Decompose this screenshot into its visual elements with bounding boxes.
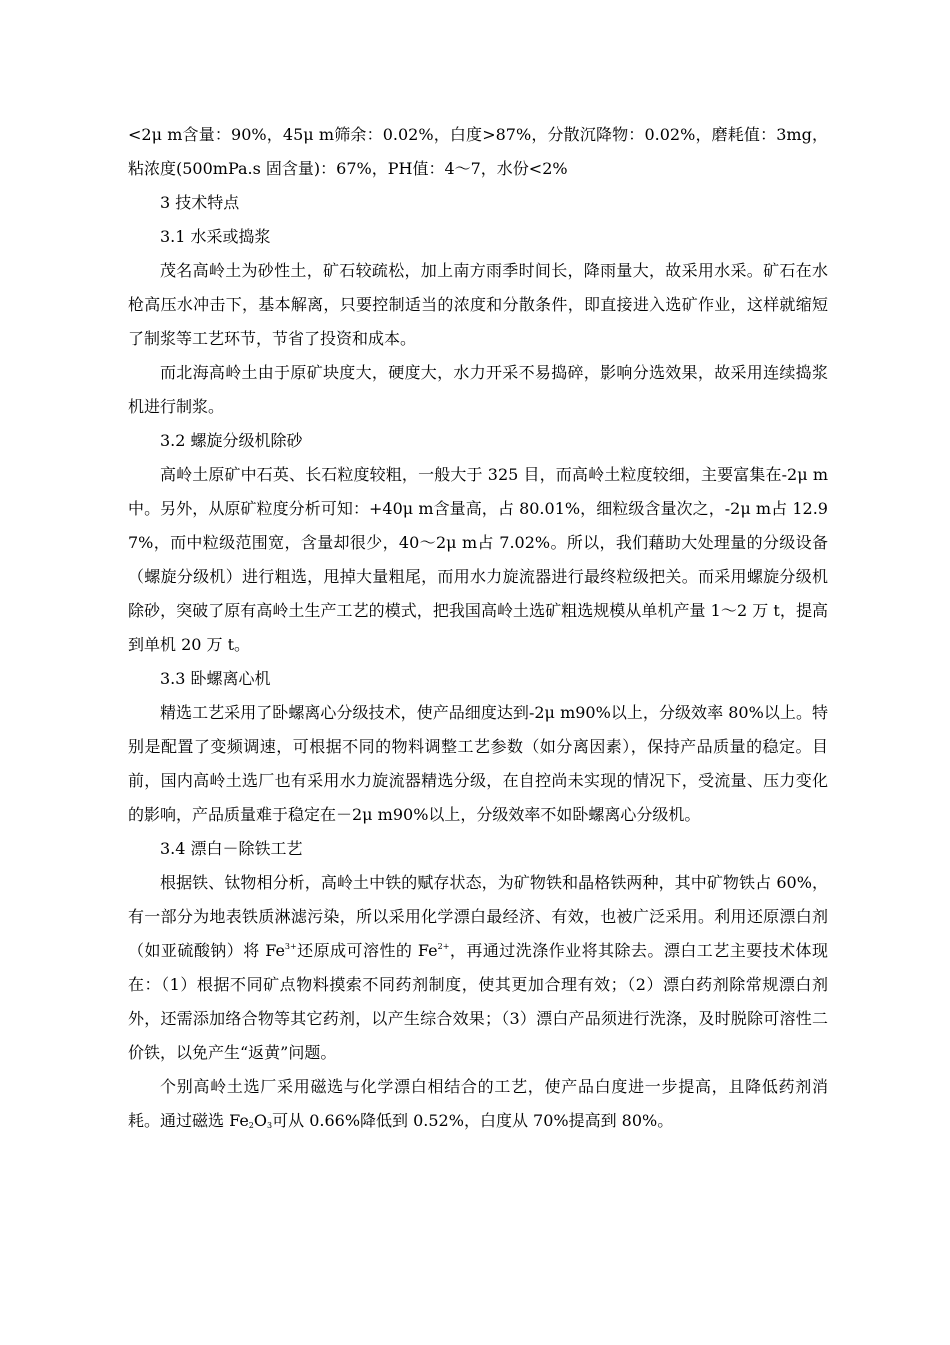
- fe2o3-subscript-3: 3: [267, 1121, 273, 1130]
- fe2o3-subscript-2: 2: [248, 1121, 254, 1130]
- subsection-heading-3-4: 3.4 漂白－除铁工艺: [160, 839, 303, 858]
- bleaching-text-part-2: 还原成可溶性的 Fe: [296, 941, 438, 960]
- magnetic-text-part-3: 可从 0.66%降低到 0.52%，白度从 70%提高到 80%。: [272, 1111, 674, 1130]
- paragraph-magnetic: [128, 1070, 828, 1138]
- paragraph-spiral-classifier: 高岭土原矿中石英、长石粒度较粗，一般大于 325 目，而高岭土粒度较细，主要富集在-2μ m中。另外，从原矿粒度分析可知：+40μ m含量高，占 80.01%，细粒级含量次之，-2μ m占 12.97%，而中粒级范围宽，含量却很少，40～2μ m占 7.02%。所以，我们藉助大处理量的分级设备（螺旋分级机）进行粗选，甩掉大量粗尾，而用水力旋流器进行最终粒级把关。而采用螺旋分级机除砂，突破了原有高岭土生产工艺的模式，把我国高岭土选矿粗选规模从单机产量 1～2 万 t，提高到单机 20 万 t。: [128, 465, 828, 654]
- fe3-superscript: 3+: [284, 942, 297, 951]
- paragraph-bleaching: [128, 866, 828, 1070]
- magnetic-text-part-1: 个别高岭土选厂采用磁选与化学漂白相结合的工艺，使产品白度进一步提高，且降低药剂消耗。通过磁选 Fe: [128, 1077, 828, 1130]
- paragraph-beihai: 而北海高岭土由于原矿块度大，硬度大，水力开采不易捣碎，影响分选效果，故采用连续捣浆机进行制浆。: [128, 363, 828, 416]
- magnetic-text-part-2: O: [253, 1111, 268, 1130]
- fe2-superscript: 2+: [437, 942, 450, 951]
- bleaching-text-part-3: ，再通过洗涤作业将其除去。漂白工艺主要技术体现在：（1）根据不同矿点物料摸索不同药剂制度，使其更加合理有效；（2）漂白药剂除常规漂白剂外，还需添加络合物等其它药剂，以产生综合效果；（3）漂白产品须进行洗涤，及时脱除可溶性二价铁，以免产生“返黄”问题。: [128, 941, 828, 1062]
- subsection-heading-3-1: 3.1 水采或捣浆: [160, 227, 271, 246]
- paragraph-maoming: 茂名高岭土为砂性土，矿石较疏松，加上南方雨季时间长，降雨量大，故采用水采。矿石在水枪高压水冲击下，基本解离，只要控制适当的浓度和分散条件，即直接进入选矿作业，这样就缩短了制浆等工艺环节，节省了投资和成本。: [128, 261, 828, 348]
- bleaching-text-part-1: 根据铁、钛物相分析，高岭土中铁的赋存状态，为矿物铁和晶格铁两种，其中矿物铁占 60%，有一部分为地表铁质淋滤污染，所以采用化学漂白最经济、有效，也被广泛采用。利用还原漂白剂（如亚硫酸钠）将 Fe: [128, 873, 828, 960]
- subsection-heading-3-3: 3.3 卧螺离心机: [160, 669, 271, 688]
- paragraph-centrifuge: 精选工艺采用了卧螺离心分级技术，使产品细度达到-2μ m90%以上，分级效率 80%以上。特别是配置了变频调速，可根据不同的物料调整工艺参数（如分离因素），保持产品质量的稳定。目前，国内高岭土选厂也有采用水力旋流器精选分级，在自控尚未实现的情况下，受流量、压力变化的影响，产品质量难于稳定在－2μ m90%以上，分级效率不如卧螺离心分级机。: [128, 703, 828, 824]
- section-heading-3: 3 技术特点: [160, 193, 240, 212]
- document-body: [128, 118, 828, 1138]
- subsection-heading-3-2: 3.2 螺旋分级机除砂: [160, 431, 303, 450]
- spec-paragraph: <2μ m含量：90%，45μ m筛余：0.02%，白度>87%，分散沉降物：0.02%，磨耗值：3mg，粘浓度(500mPa.s 固含量)：67%，PH值：4～7，水份<2%: [128, 125, 828, 178]
